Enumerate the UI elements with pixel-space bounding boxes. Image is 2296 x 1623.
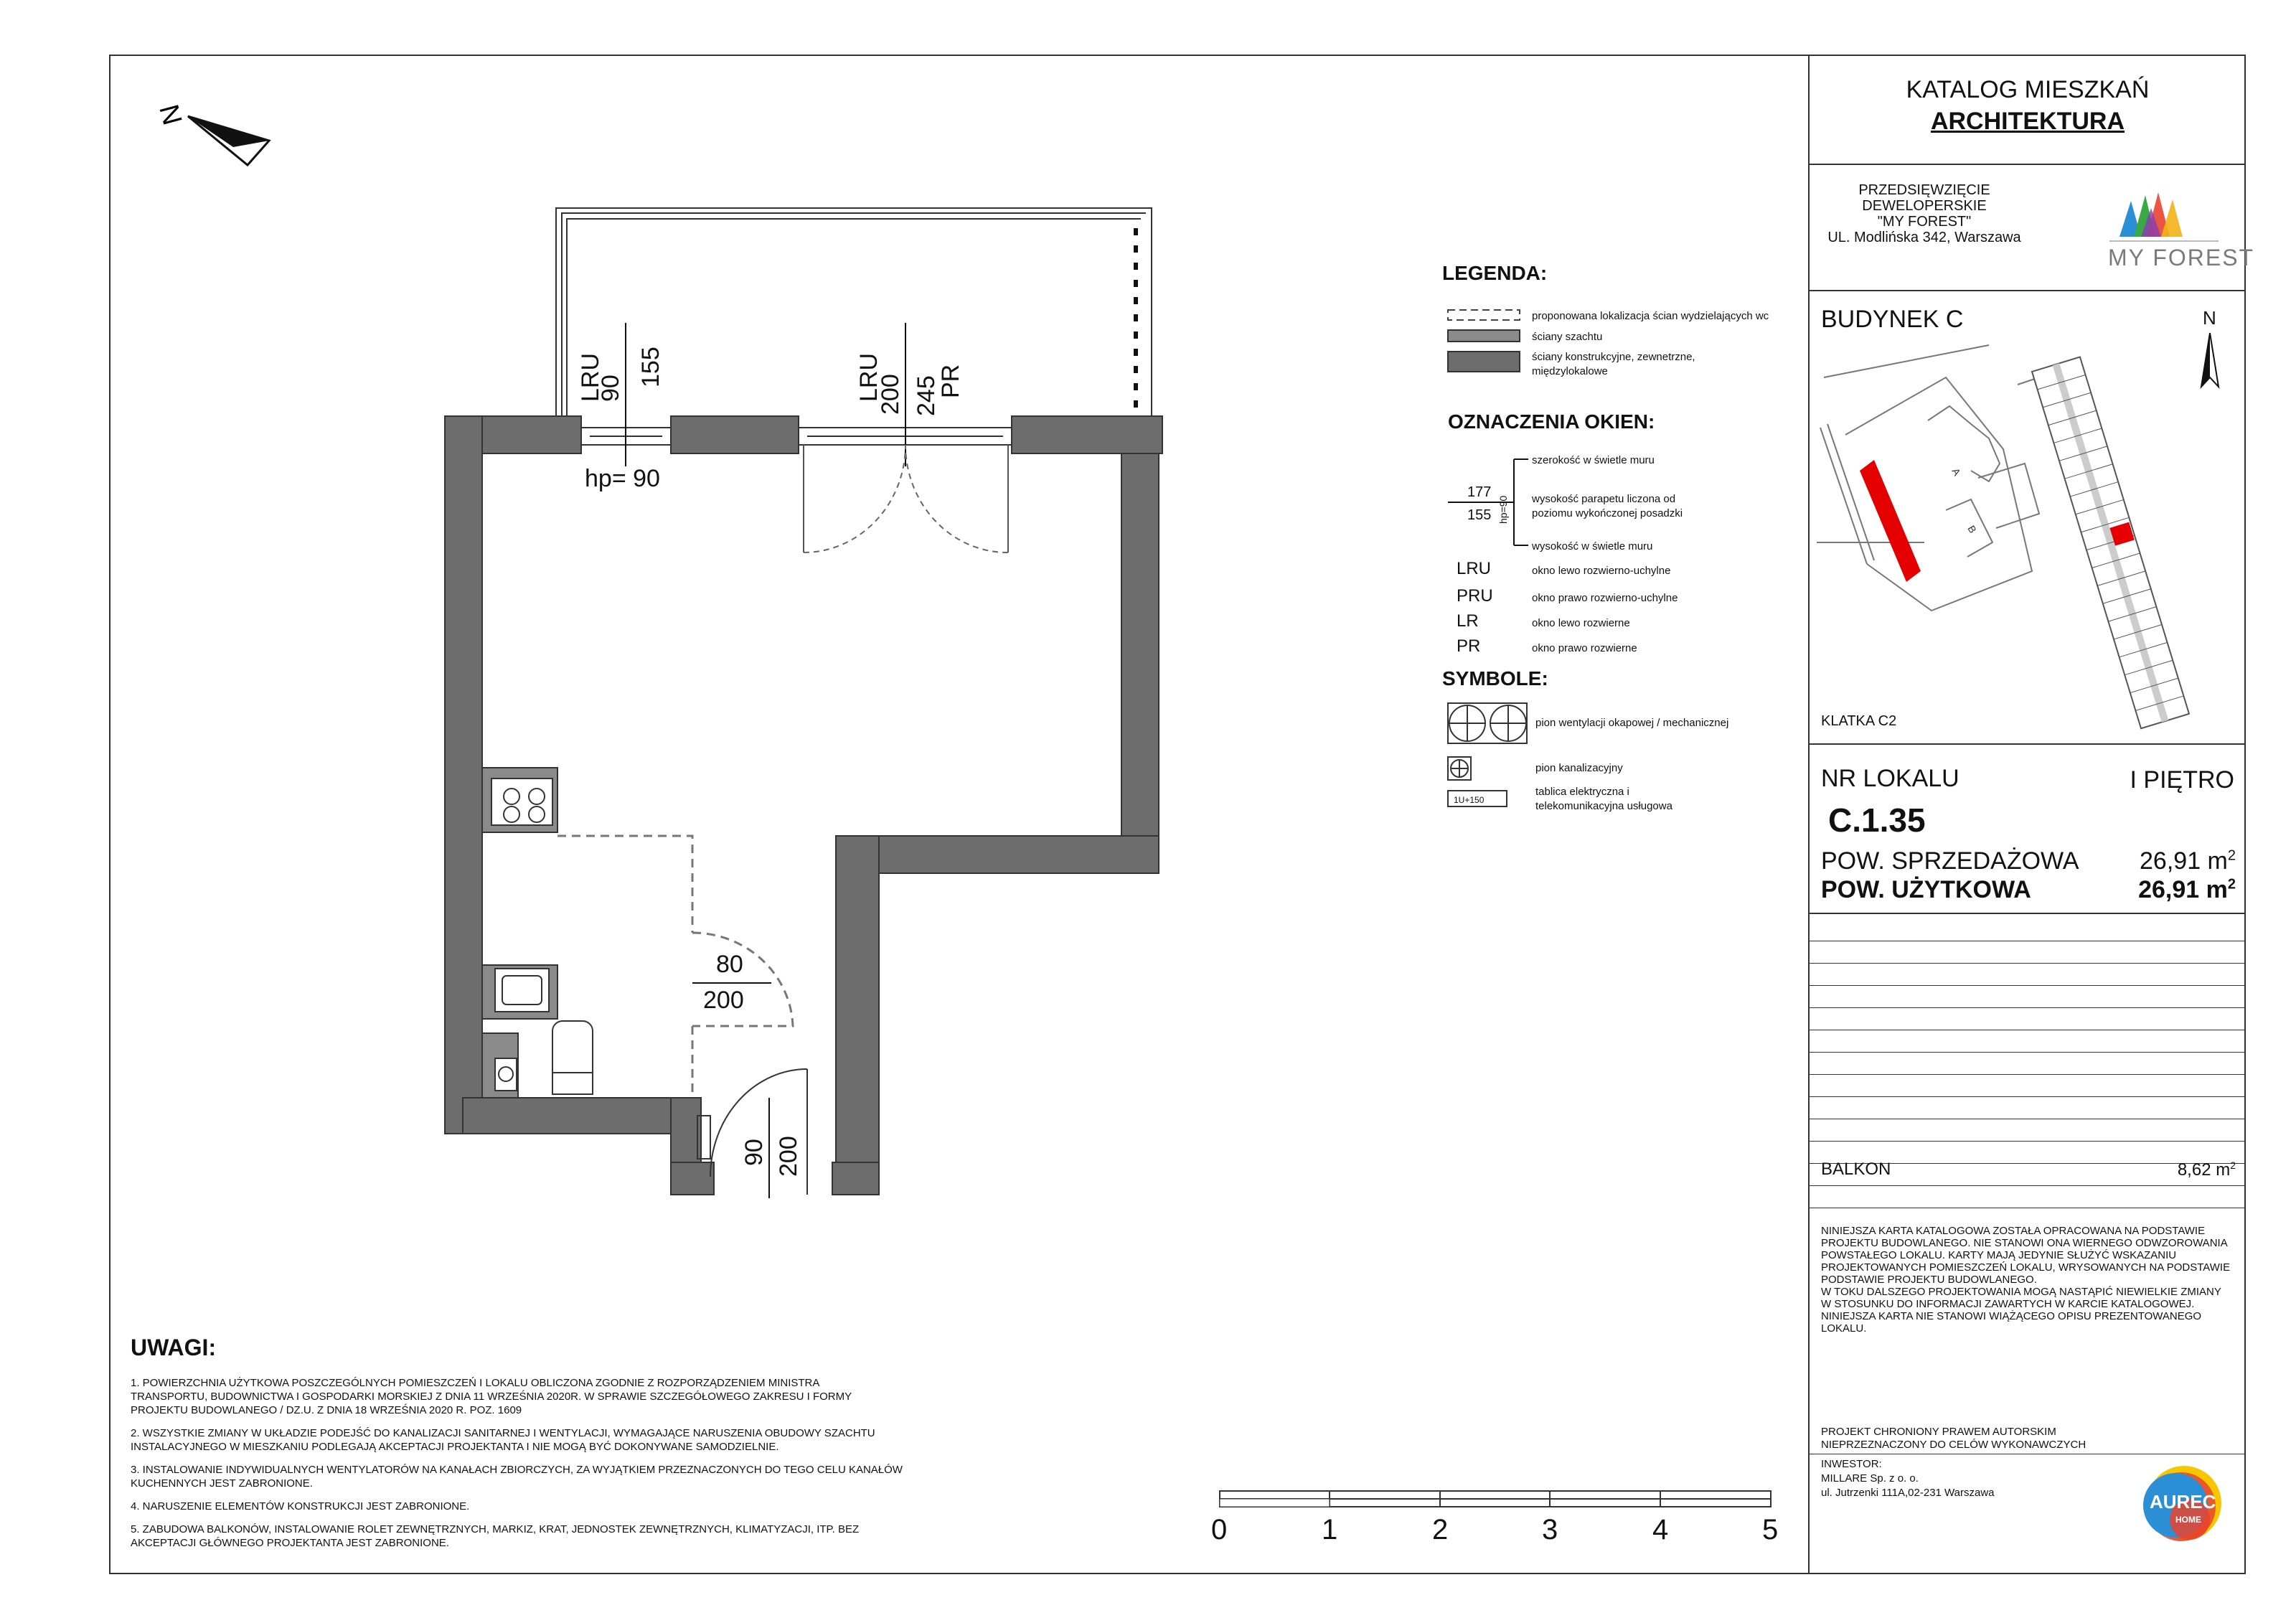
disclaimer-line-8: NINIEJSZA KARTA NIE STANOWI WIĄŻĄCEGO OPISU PREZENTOWANEGO <box>1821 1310 2202 1322</box>
window1-sill: hp= 90 <box>585 465 660 492</box>
scale-tick-0: 0 <box>1211 1514 1228 1546</box>
window-type-1-code: LRU <box>1457 559 1492 578</box>
symbol-2-desc: pion kanalizacyjny <box>1535 762 1623 774</box>
entry-door-height: 200 <box>775 1136 802 1177</box>
sales-area-value-wrap <box>2140 847 2236 875</box>
note-line-4: 2. WSZYSTKIE ZMIANY W UKŁADZIE PODEJŚĆ DO KANALIZACJI SANITARNEJ I WENTYLACJI, WYMAGAJĄCE NARUSZENIA OBUDOWY SZACHTU <box>131 1427 875 1439</box>
note-line-2: TRANSPORTU, BUDOWNICTWA I GOSPODARKI MORSKIEJ Z DNIA 11 WRZEŚNIA 2020R. W SPRAWIE SZCZEGÓŁOWEGO ZAKRESU I FORMY <box>131 1391 852 1403</box>
window2-width: 200 <box>877 374 904 415</box>
legend-item-4: międzylokalowe <box>1532 365 1608 377</box>
panel-code: 1U+150 <box>1454 795 1485 805</box>
symbol-3-desc: tablica elektryczna i <box>1535 786 1629 798</box>
stair-label: KLATKA C2 <box>1821 713 1897 729</box>
site-map-label-b: B <box>1965 523 1979 535</box>
scale-tick-2: 2 <box>1432 1514 1449 1546</box>
legend-item-1: proponowana lokalizacja ścian wydzielających wc <box>1532 310 1769 322</box>
window1-type: LRU <box>577 352 604 402</box>
scale-tick-4: 4 <box>1652 1514 1669 1546</box>
note-line-6: 3. INSTALOWANIE INDYWIDUALNYCH WENTYLATORÓW NA KANAŁACH ZBIORCZYCH, ZA WYJĄTKIEM PRZEZNACZONYCH DO TEGO CELU KANAŁÓW <box>131 1464 903 1476</box>
note-line-10: AKCEPTACJI GŁÓWNEGO PROJEKTANTA JEST ZABRONIONE. <box>131 1537 449 1549</box>
balcony-value-wrap <box>2178 1159 2236 1180</box>
scale-bar <box>1211 1491 1778 1546</box>
project-line-4: UL. Modlińska 342, Warszawa <box>1827 230 2021 245</box>
disclaimer-line-1: NINIEJSZA KARTA KATALOGOWA ZOSTAŁA OPRACOWANA NA PODSTAWIE <box>1821 1225 2206 1237</box>
note-line-7: KUCHENNYCH JEST ZABRONIONE. <box>131 1477 313 1490</box>
sales-area-unit-sup: 2 <box>2227 847 2236 864</box>
title-block <box>1808 55 2255 1574</box>
aurec-logo-sub: HOME <box>2175 1515 2201 1525</box>
window2-type: LRU <box>855 352 883 402</box>
project-line-1: PRZEDSIĘWZIĘCIE <box>1858 182 1990 198</box>
wc-door-height: 200 <box>703 987 744 1014</box>
disclaimer-line-6: W TOKU DALSZEGO PROJEKTOWANIA MOGĄ NASTĄPIĆ NIEWIELKIE ZMIANY <box>1821 1286 2221 1298</box>
window-example-height: wysokość w świetle muru <box>1532 540 1653 552</box>
disclaimer-line-7: W STOSUNKU DO INFORMACJI ZAWARTYCH W KARCIE KATALOGOWEJ. <box>1821 1298 2195 1310</box>
symbol-1-desc: pion wentylacji okapowej / mechanicznej <box>1535 717 1729 729</box>
sales-area-value: 26,91 m <box>2140 847 2228 875</box>
notes-title: UWAGI: <box>131 1335 217 1360</box>
windows-title: OZNACZENIA OKIEN: <box>1448 410 1655 433</box>
sink-icon <box>495 969 549 1012</box>
window-type-3-desc: okno lewo rozwierne <box>1532 617 1630 629</box>
unit-floor: I PIĘTRO <box>2130 766 2234 794</box>
copyright-line-1: PROJEKT CHRONIONY PRAWEM AUTORSKIM <box>1821 1426 2056 1438</box>
usable-area-value: 26,91 m <box>2138 876 2228 903</box>
sales-area-label: POW. SPRZEDAŻOWA <box>1821 847 2079 875</box>
unit-nr-label: NR LOKALU <box>1821 765 1959 792</box>
balcony-unit-sup: 2 <box>2230 1159 2236 1171</box>
window-type-4-desc: okno prawo rozwierne <box>1532 642 1637 654</box>
usable-area-unit-sup: 2 <box>2227 876 2236 893</box>
window1-width: 90 <box>597 375 624 402</box>
legend-item-2: ściany szachtu <box>1532 331 1603 343</box>
my-forest-logo-text: MY FOREST <box>2108 245 2255 270</box>
aurec-logo-text: AUREC <box>2150 1491 2216 1513</box>
scale-tick-3: 3 <box>1542 1514 1558 1546</box>
legend-item-3: ściany konstrukcyjne, zewnetrzne, <box>1532 351 1695 363</box>
catalog-subtitle: ARCHITEKTURA <box>1930 108 2125 135</box>
sewer-symbol-icon <box>1448 757 1471 780</box>
balcony-label: BALKON <box>1821 1159 1891 1179</box>
window-example-sill-2: poziomu wykończonej posadzki <box>1532 507 1683 519</box>
my-forest-logo-icon <box>2104 187 2255 273</box>
window-example-bottom: 155 <box>1467 507 1492 523</box>
kitchen-hob-icon <box>491 778 552 825</box>
window-type-2-code: PRU <box>1457 586 1493 606</box>
north-arrow-label: N <box>153 101 187 128</box>
usable-area-label: POW. UŻYTKOWA <box>1821 876 2031 903</box>
scale-tick-1: 1 <box>1322 1514 1338 1546</box>
aurec-logo-icon <box>2132 1464 2240 1550</box>
site-map-label-a: A <box>1949 466 1963 478</box>
window-type-3-code: LR <box>1457 611 1479 631</box>
window-type-2-desc: okno prawo rozwierno-uchylne <box>1532 592 1678 604</box>
window-example-hp: hp=90 <box>1497 495 1509 524</box>
note-line-9: 5. ZABUDOWA BALKONÓW, INSTALOWANIE ROLET ZEWNĘTRZNYCH, MARKIZ, KRAT, JEDNOSTEK ZEWNĘTRZNYCH, KLIMATYZACJI, ITP. BEZ <box>131 1523 860 1535</box>
scale-tick-5: 5 <box>1762 1514 1779 1546</box>
copyright-line-2: NIEPRZEZNACZONY DO CELÓW WYKONAWCZYCH <box>1821 1439 2086 1451</box>
window1-height: 155 <box>637 347 664 387</box>
note-line-5: INSTALACYJNEGO W MIESZKANIU PODLEGAJĄ AKCEPTACJI PROJEKTANTA I NIE MOGĄ BYĆ DOKONYWANE SAMODZIELNIE. <box>131 1441 779 1453</box>
note-line-3: PROJEKTU BUDOWLANEGO / DZ.U. Z DNIA 18 WRZEŚNIA 2020 R. POZ. 1609 <box>131 1404 522 1416</box>
window2-variant: PR <box>937 364 964 398</box>
toilet-icon <box>552 1021 593 1094</box>
entry-door-width: 90 <box>740 1139 768 1166</box>
catalog-title: KATALOG MIESZKAŃ <box>1906 76 2150 103</box>
symbol-4-desc: telekomunikacyjna usługowa <box>1535 800 1672 812</box>
usable-area-value-wrap <box>2138 876 2236 904</box>
building-label: BUDYNEK C <box>1821 306 1964 333</box>
wc-door-width: 80 <box>716 951 743 978</box>
window2-height: 245 <box>913 375 940 416</box>
window-2 <box>799 323 1012 552</box>
disclaimer-line-3: POWSTAŁEGO LOKALU. KARTY MAJĄ JEDYNIE SŁUŻYĆ WSKAZANIU <box>1821 1249 2177 1261</box>
investor-label: INWESTOR: <box>1821 1458 1882 1470</box>
symbols-title: SYMBOLE: <box>1442 667 1548 690</box>
unit-number: C.1.35 <box>1828 801 1926 839</box>
legend-title: LEGENDA: <box>1442 262 1548 284</box>
window-type-4-code: PR <box>1457 636 1481 656</box>
disclaimer-line-2: PROJEKTU BUDOWLANEGO. NIE STANOWI ONA WIERNEGO ODWZOROWANIA <box>1821 1237 2228 1249</box>
disclaimer-line-4: PROJEKTOWANYCH POMIESZCZEŃ LOKALU, WRYSOWANYCH NA PODSTAWIE <box>1821 1261 2231 1274</box>
investor-name: MILLARE Sp. z o. o. <box>1821 1472 1919 1485</box>
building-north: N <box>2203 307 2216 329</box>
disclaimer-line-5: PODSTAWIE PROJEKTU BUDOWLANEGO. <box>1821 1274 2037 1286</box>
window-type-1-desc: okno lewo rozwierno-uchylne <box>1532 565 1671 577</box>
shaft-icon <box>495 1058 517 1091</box>
balcony-value: 8,62 m <box>2177 1160 2231 1180</box>
investor-address: ul. Jutrzenki 111A,02-231 Warszawa <box>1821 1487 1995 1499</box>
project-line-3: "MY FOREST" <box>1877 214 1972 230</box>
note-line-1: 1. POWIERZCHNIA UŻYTKOWA POSZCZEGÓLNYCH POMIESZCZEŃ I LOKALU OBLICZONA ZGODNIE Z ROZPORZĄDZENIEM MINISTRA <box>131 1377 820 1389</box>
ventilation-symbol-icon <box>1448 703 1527 743</box>
panel-symbol-icon <box>1448 791 1507 806</box>
north-arrow-icon <box>153 101 269 165</box>
legend <box>1442 262 1769 812</box>
window-example-sill-1: wysokość parapetu liczona od <box>1532 493 1676 505</box>
window-example-width: szerokość w świetle muru <box>1532 454 1655 466</box>
project-line-2: DEWELOPERSKIE <box>1862 198 1987 214</box>
note-line-8: 4. NARUSZENIE ELEMENTÓW KONSTRUKCJI JEST ZABRONIONE. <box>131 1500 470 1513</box>
disclaimer-line-9: LOKALU. <box>1821 1322 1867 1335</box>
window-example-top: 177 <box>1467 484 1492 500</box>
